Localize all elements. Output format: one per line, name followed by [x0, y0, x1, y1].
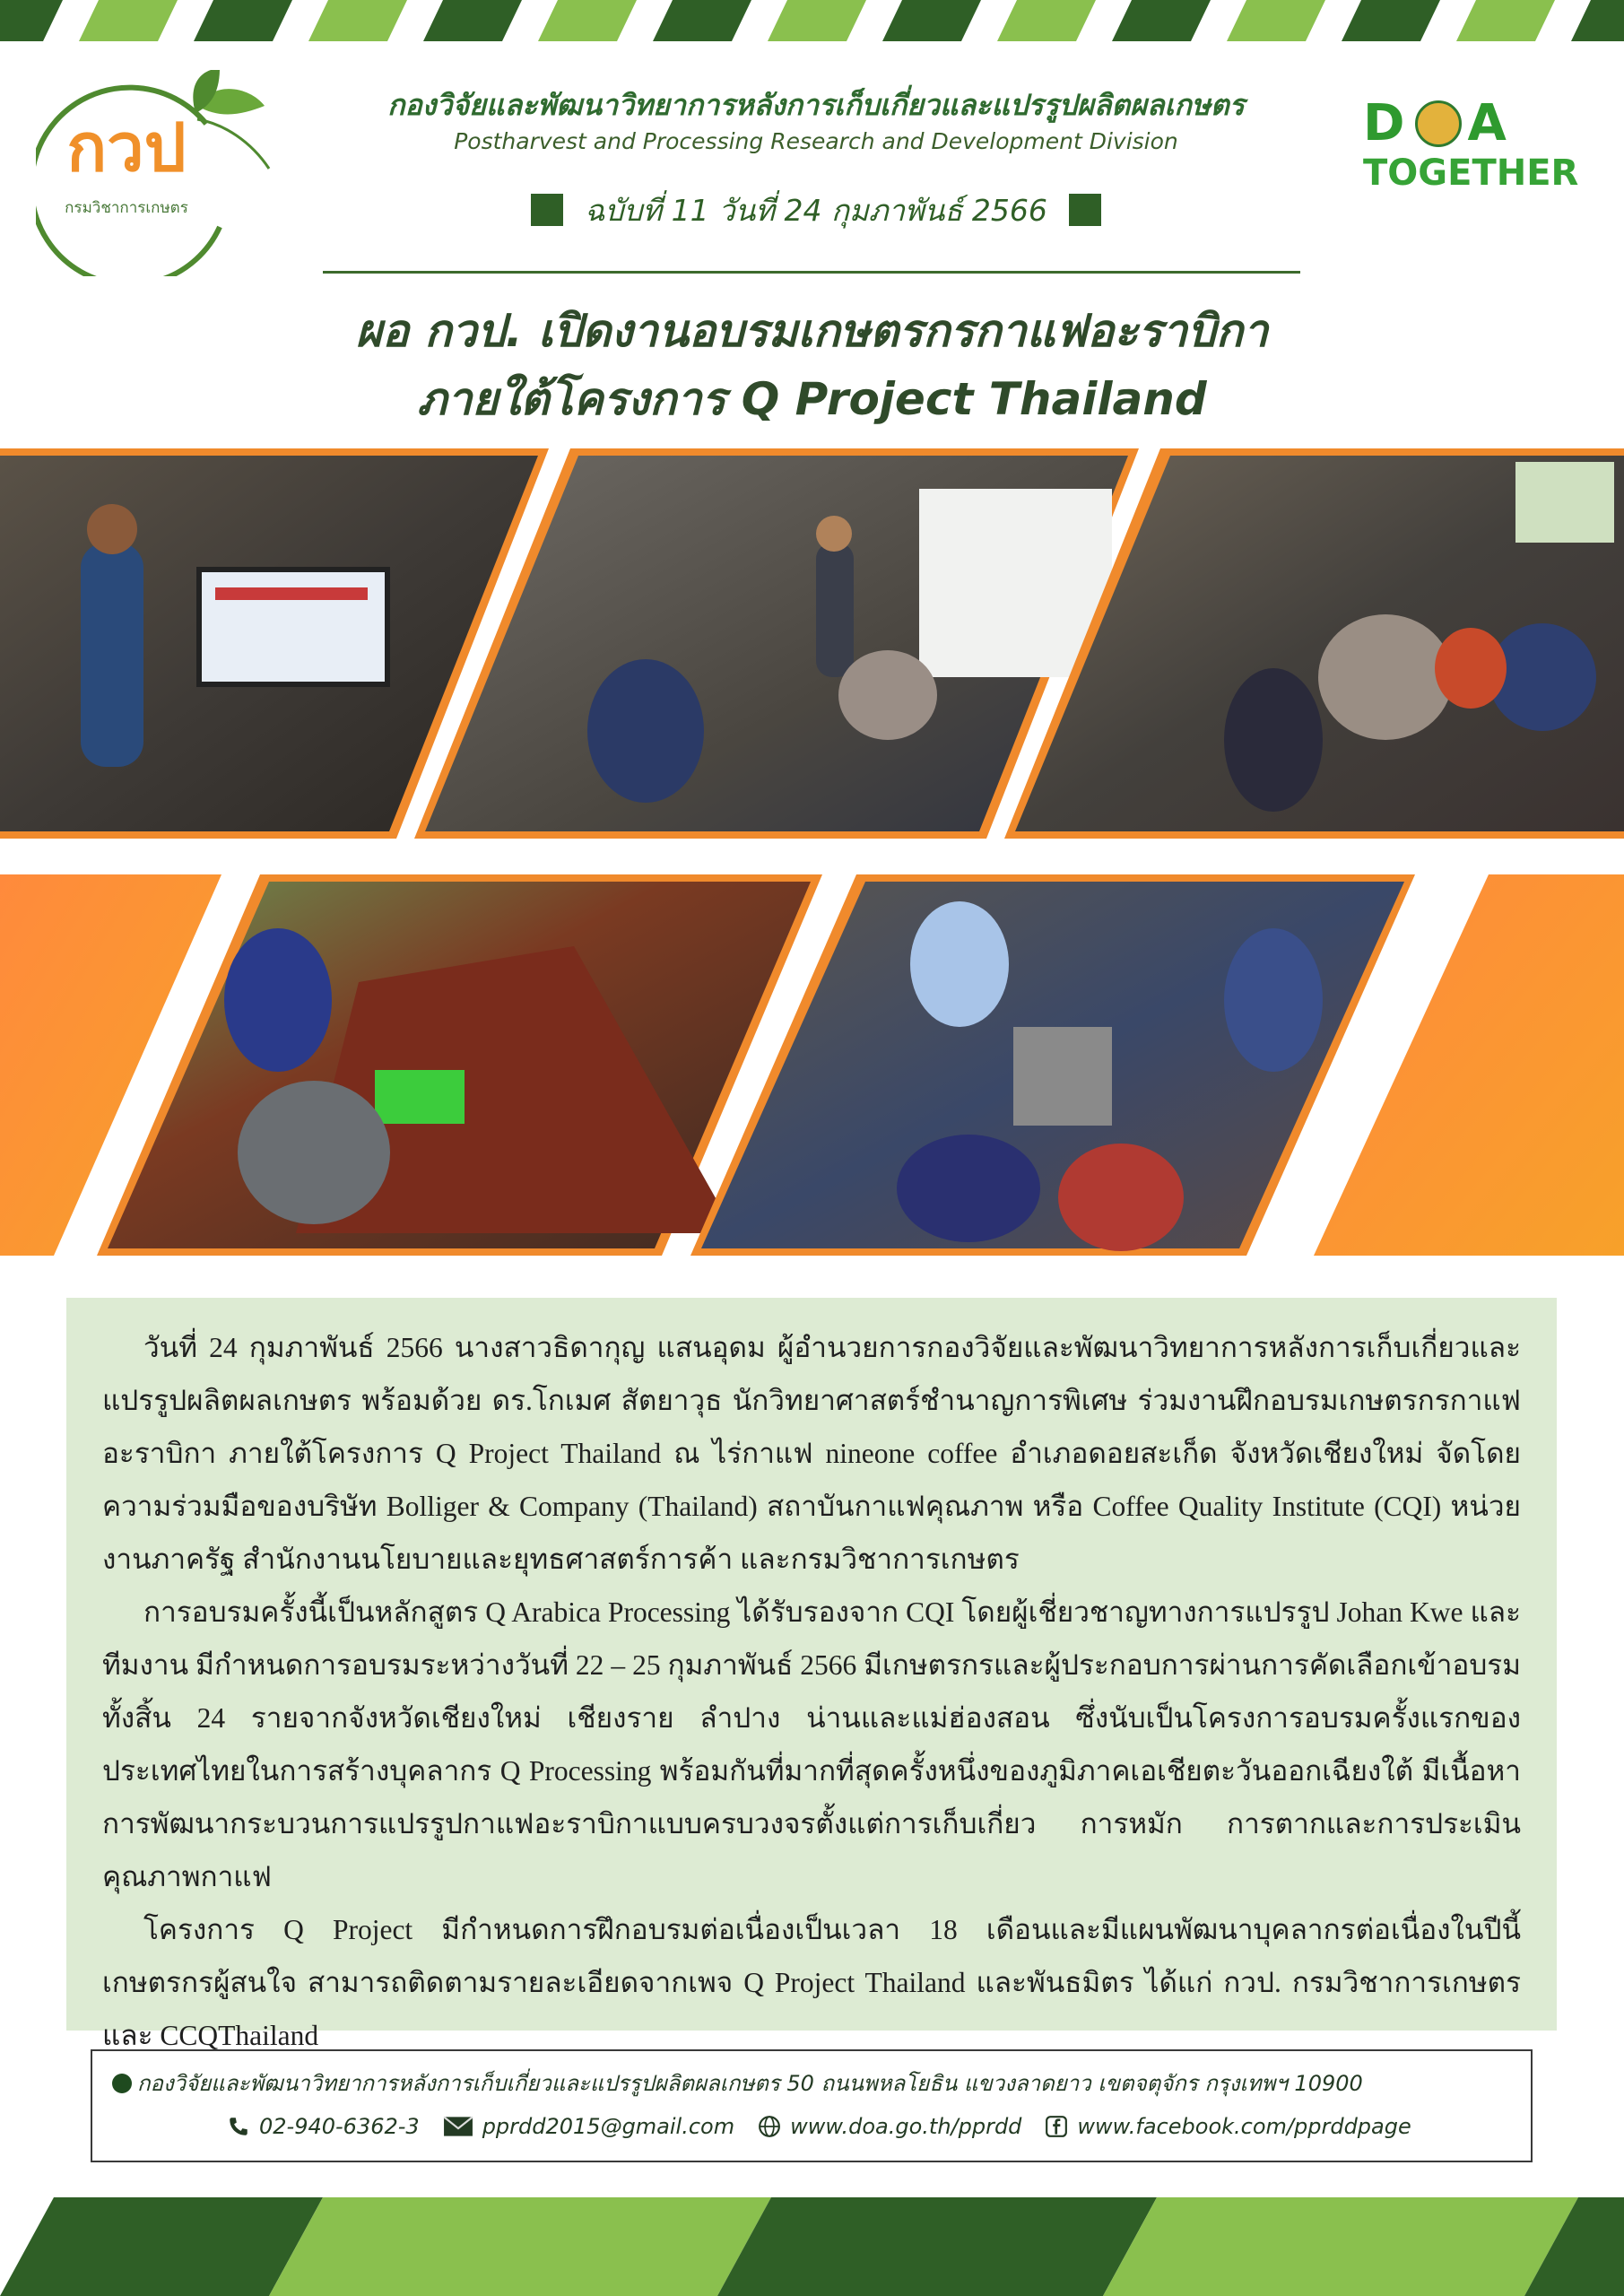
facebook-icon [1045, 2115, 1068, 2138]
stripe [269, 2197, 771, 2296]
email-item[interactable] [443, 2114, 734, 2139]
doa-letter-a: A [1467, 94, 1512, 152]
stripe [538, 0, 637, 41]
phone-text: 02-940-6362-3 [259, 2114, 420, 2139]
bottom-stripe-band [0, 2197, 1624, 2296]
org-name-english: Postharvest and Processing Research and Development Division [454, 128, 1178, 154]
contact-row [227, 2114, 1500, 2139]
article-body [66, 1298, 1557, 2051]
doa-letter-d: D [1363, 94, 1411, 152]
stripe [1342, 0, 1440, 41]
bullet-icon [112, 2074, 132, 2093]
doa-together-text: TOGETHER [1363, 152, 1579, 194]
stripe [717, 2197, 1157, 2296]
phone-icon [227, 2115, 250, 2138]
photo-coffee-cherry-sorting [97, 874, 822, 1256]
issue-square-left-icon [531, 194, 563, 226]
email-icon [443, 2115, 473, 2138]
stripe [308, 0, 407, 41]
stripe [768, 0, 866, 41]
headline-line-1: ผอ กวป. เปิดงานอบรมเกษตรกรกาแฟอะราบิกา [355, 305, 1269, 357]
issue-square-right-icon [1069, 194, 1101, 226]
stripe [1571, 0, 1624, 41]
website-item[interactable] [758, 2114, 1021, 2139]
stripe [1456, 0, 1555, 41]
contact-footer [91, 2049, 1533, 2162]
issue-banner [502, 190, 1130, 230]
header-divider [323, 271, 1300, 274]
body-paragraph: โครงการ Q Project มีกำหนดการฝึกอบรมต่อเนื่องเป็นเวลา 18 เดือนและมีแผนพัฒนาบุคลากรต่อเนื่องในปีนี้ เกษตรกรผู้สนใจ สามารถติดตามรายละเอียดจากเพจ Q Project Thailand และพันธมิตร ได้แก่ กวป. กรมวิชาการเกษตร และ CCQThailand [102, 1914, 1521, 2051]
headline-line-2: ภายใต้โครงการ Q Project Thailand [417, 373, 1207, 425]
photo-pulping-machine [690, 874, 1415, 1256]
doa-together-logo [1363, 94, 1596, 194]
stripe [653, 0, 751, 41]
top-stripe-band [0, 0, 1624, 41]
phone-item [227, 2114, 420, 2139]
email-text[interactable]: pprdd2015@gmail.com [482, 2114, 735, 2139]
stripe [882, 0, 981, 41]
address-line [112, 2066, 1511, 2100]
body-paragraph: การอบรมครั้งนี้เป็นหลักสูตร Q Arabica Processing ได้รับรองจาก CQI โดยผู้เชี่ยวชาญทางการแปรรูป Johan Kwe และทีมงาน มีกำหนดการอบรมระหว่างวันที่ 22 – 25 กุมภาพันธ์ 2566 มีเกษตรกรและผู้ประกอบการผ่านการคัดเลือกเข้าอบรมทั้งสิ้น 24 รายจากจังหวัดเชียงใหม่ เชียงราย ลำปาง น่านและแม่ฮ่องสอน ซึ่งนับเป็นโครงการอบรมครั้งแรกของประเทศไทยในการสร้างบุคลากร Q Processing พร้อมกันที่มากที่สุดครั้งหนึ่งของภูมิภาคเอเชียตะวันออกเฉียงใต้ มีเนื้อหาการพัฒนากระบวนการแปรรูปกาแฟอะราบิกาแบบครบวงจรตั้งแต่การเก็บเกี่ยว การหมัก การตากและการประเมินคุณภาพกาแฟ [102, 1596, 1521, 1892]
stripe [997, 0, 1096, 41]
facebook-item[interactable] [1045, 2114, 1411, 2139]
stripe [1103, 2197, 1578, 2296]
stripe [79, 0, 178, 41]
org-name-thai: กองวิจัยและพัฒนาวิทยาการหลังการเก็บเกี่ยวและแปรรูปผลิตผลเกษตร [387, 88, 1245, 122]
stripe [0, 0, 63, 41]
issue-text: ฉบับที่ 11 วันที่ 24 กุมภาพันธ์ 2566 [585, 192, 1047, 228]
globe-icon [758, 2115, 781, 2138]
doa-seal-icon [1415, 100, 1462, 147]
stripe [1112, 0, 1211, 41]
stripe [0, 2197, 323, 2296]
stripe [423, 0, 522, 41]
address-text: กองวิจัยและพัฒนาวิทยาการหลังการเก็บเกี่ยวและแปรรูปผลิตผลเกษตร 50 ถนนพหลโยธิน แขวงลาดยาว เขตจตุจักร กรุงเทพฯ 10900 [137, 2071, 1363, 2096]
photo-collage [0, 444, 1624, 1273]
body-paragraph: วันที่ 24 กุมภาพันธ์ 2566 นางสาวธิดากุญ แสนอุดม ผู้อำนวยการกองวิจัยและพัฒนาวิทยาการหลังการเก็บเกี่ยวและแปรรูปผลิตผลเกษตร พร้อมด้วย ดร.โกเมศ สัตยาวุธ นักวิทยาศาสตร์ชำนาญการพิเศษ ร่วมงานฝึกอบรมเกษตรกรกาแฟอะราบิกา ภายใต้โครงการ Q Project Thailand ณ ไร่กาแฟ nineone coffee อำเภอดอยสะเก็ด จังหวัดเชียงใหม่ จัดโดยความร่วมมือของบริษัท Bolliger & Company (Thailand) สถาบันกาแฟคุณภาพ หรือ Coffee Quality Institute (CQI) หน่วยงานภาครัฐ สำนักงานนโยบายและยุทธศาสตร์การค้า และกรมวิชาการเกษตร [102, 1332, 1521, 1575]
facebook-text[interactable]: www.facebook.com/pprddpage [1077, 2114, 1411, 2139]
logo-subtitle: กรมวิชาการเกษตร [65, 199, 188, 217]
website-text[interactable]: www.doa.go.th/pprdd [790, 2114, 1022, 2139]
stripe [194, 0, 292, 41]
logo-mark-text: กวป [66, 109, 187, 187]
stripe [1227, 0, 1325, 41]
